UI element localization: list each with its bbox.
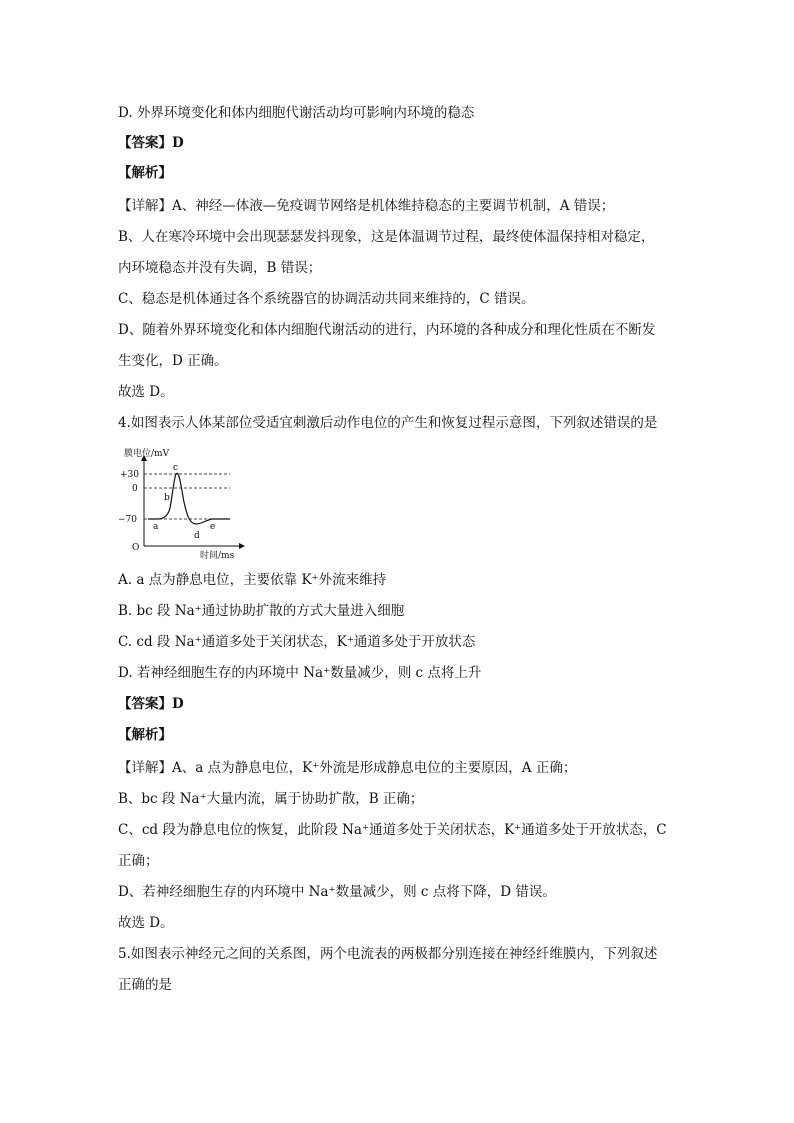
q3-detail-a: 【详解】A、神经—体液—免疫调节网络是机体维持稳态的主要调节机制，A 错误；	[118, 198, 615, 214]
q4-option-d: D. 若神经细胞生存的内环境中 Na⁺数量减少，则 c 点将上升	[118, 665, 482, 681]
tick-plus30: +30	[120, 470, 139, 480]
q4-analysis-heading: 【解析】	[118, 727, 172, 743]
tick-minus70: −70	[118, 515, 137, 525]
q4-option-c: C. cd 段 Na⁺通道多处于关闭状态，K⁺通道多处于开放状态	[118, 634, 476, 650]
q4-detail-d: D、若神经细胞生存的内环境中 Na⁺数量减少，则 c 点将下降，D 错误。	[118, 884, 556, 900]
q4-detail-b: B、bc 段 Na⁺大量内流，属于协助扩散，B 正确；	[118, 791, 424, 807]
q4-detail-a: 【详解】A、a 点为静息电位，K⁺外流是形成静息电位的主要原因，A 正确；	[118, 760, 577, 776]
q3-detail-b1: B、人在寒冷环境中会出现瑟瑟发抖现象，这是体温调节过程，最终使体温保持相对稳定，	[118, 229, 655, 245]
point-e: e	[210, 522, 216, 532]
q5-stem2: 正确的是	[118, 977, 172, 993]
q4-option-b: B. bc 段 Na⁺通过协助扩散的方式大量进入细胞	[118, 603, 405, 619]
q3-detail-d1: D、随着外界环境变化和体内细胞代谢活动的进行，内环境的各种成分和理化性质在不断发	[118, 322, 656, 338]
q3-answer: 【答案】D	[118, 135, 184, 151]
q3-detail-c: C、稳态是机体通过各个系统器官的协调活动共同来维持的，C 错误。	[118, 291, 535, 307]
point-d: d	[194, 531, 200, 541]
q3-option-d: D. 外界环境变化和体内细胞代谢活动均可影响内环境的稳态	[118, 105, 475, 121]
point-b: b	[164, 493, 170, 503]
q4-option-a: A. a 点为静息电位，主要依靠 K⁺外流来维持	[118, 572, 387, 588]
q5-stem1: 5.如图表示神经元之间的关系图，两个电流表的两极都分别连接在神经纤维膜内，下列叙述	[118, 946, 658, 962]
q4-answer: 【答案】D	[118, 696, 184, 712]
q3-analysis-heading: 【解析】	[118, 165, 172, 181]
q4-conclusion: 故选 D。	[118, 915, 174, 931]
x-axis-label: 时间/ms	[200, 551, 235, 561]
tick-zero: 0	[132, 484, 138, 494]
point-a: a	[153, 522, 159, 532]
q3-detail-b2: 内环境稳态并没有失调，B 错误；	[118, 260, 322, 276]
point-c: c	[173, 463, 179, 473]
q4-detail-c1: C、cd 段为静息电位的恢复，此阶段 Na⁺通道多处于关闭状态，K⁺通道多处于开放状态，C	[118, 822, 667, 838]
q4-stem: 4.如图表示人体某部位受适宜刺激后动作电位的产生和恢复过程示意图，下列叙述错误的是	[118, 415, 658, 431]
membrane-potential-graph	[118, 446, 248, 562]
q4-detail-c2: 正确；	[118, 853, 159, 869]
q3-conclusion: 故选 D。	[118, 384, 174, 400]
origin-label: O	[132, 543, 140, 553]
y-axis-label: 膜电位/mV	[124, 449, 170, 459]
q3-detail-d2: 生变化，D 正确。	[118, 353, 228, 369]
action-potential-curve	[148, 473, 230, 524]
